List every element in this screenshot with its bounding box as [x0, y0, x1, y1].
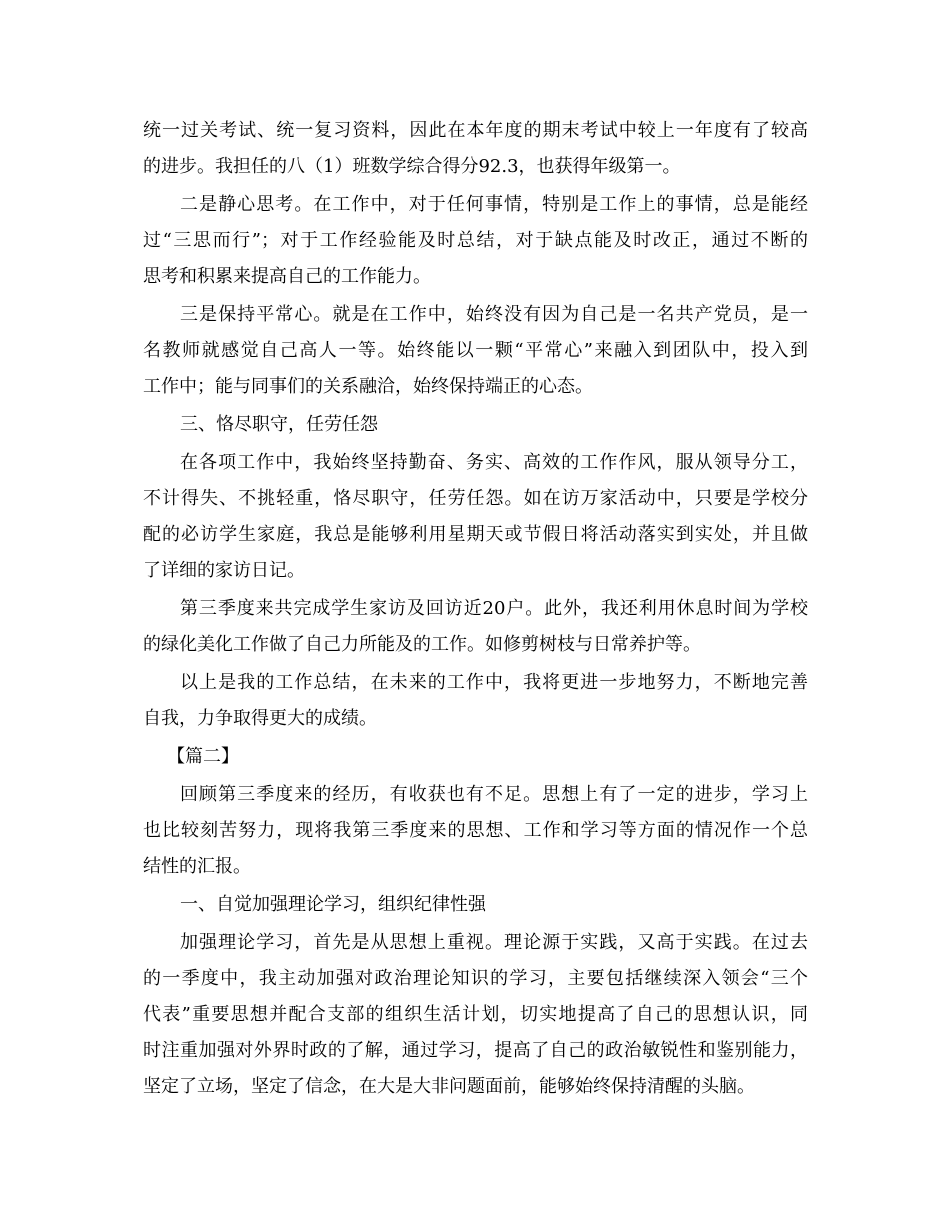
- text-line: 的绿化美化工作做了自己力所能及的工作。如修剪树枝与日常养护等。: [143, 634, 701, 655]
- text-line: 过“三思而行”；对于工作经验能及时总结，对于缺点能及时改正，通过不断的: [143, 230, 808, 251]
- text-line: 的进步。我担任的八（1）班数学综合得分92.3，也获得年级第一。: [143, 156, 681, 177]
- paragraph-first-line: 加强理论学习，首先是从思想上重视。理论源于实践，又高于实践。在过去: [180, 932, 808, 953]
- text-line: 名教师就感觉自己高人一等。始终能以一颗“平常心”来融入到团队中，投入到: [143, 340, 808, 361]
- text-line: 了详细的家访日记。: [143, 560, 305, 581]
- text-line: 统一过关考试、统一复习资料，因此在本年度的期末考试中较上一年度有了较高: [143, 120, 808, 141]
- section-marker: 【篇二】: [167, 746, 239, 767]
- text-line: 配的必访学生家庭，我总是能够利用星期天或节假日将活动落实到实处，并且做: [143, 524, 808, 545]
- paragraph-first-line: 在各项工作中，我始终坚持勤奋、务实、高效的工作作风，服从领导分工，: [180, 452, 808, 473]
- paragraph-first-line: 三是保持平常心。就是在工作中，始终没有因为自己是一名共产党员，是一: [180, 304, 808, 325]
- text-line: 结性的汇报。: [143, 856, 251, 877]
- text-line: 工作中；能与同事们的关系融洽，始终保持端正的心态。: [143, 376, 593, 397]
- paragraph-first-line: 二是静心思考。在工作中，对于任何事情，特别是工作上的事情，总是能经: [180, 194, 808, 215]
- document-body: [143, 113, 808, 1105]
- text-line: 也比较刻苦努力，现将我第三季度来的思想、工作和学习等方面的情况作一个总: [143, 820, 808, 841]
- paragraph-first-line: 第三季度来共完成学生家访及回访近20户。此外，我还利用休息时间为学校: [180, 598, 808, 619]
- text-line: 的一季度中，我主动加强对政治理论知识的学习，主要包括继续深入领会“三个: [143, 968, 808, 989]
- text-line: 自我，力争取得更大的成绩。: [143, 708, 377, 729]
- paragraph-first-line: 回顾第三季度来的经历，有收获也有不足。思想上有了一定的进步，学习上: [180, 784, 808, 805]
- text-line: 思考和积累来提高自己的工作能力。: [143, 266, 431, 287]
- text-line: 坚定了立场，坚定了信念，在大是大非问题面前，能够始终保持清醒的头脑。: [143, 1076, 755, 1097]
- text-line: 代表”重要思想并配合支部的组织生活计划，切实地提高了自己的思想认识，同: [143, 1004, 808, 1025]
- section-heading: 三、恪尽职守，任劳任怨: [180, 414, 378, 435]
- text-line: 不计得失、不挑轻重，恪尽职守，任劳任怨。如在访万家活动中，只要是学校分: [143, 488, 808, 509]
- text-line: 时注重加强对外界时政的了解，通过学习，提高了自己的政治敏锐性和鉴别能力，: [143, 1040, 808, 1061]
- section-heading: 一、自觉加强理论学习，组织纪律性强: [180, 894, 486, 915]
- paragraph-first-line: 以上是我的工作总结，在未来的工作中，我将更进一步地努力，不断地完善: [180, 672, 808, 693]
